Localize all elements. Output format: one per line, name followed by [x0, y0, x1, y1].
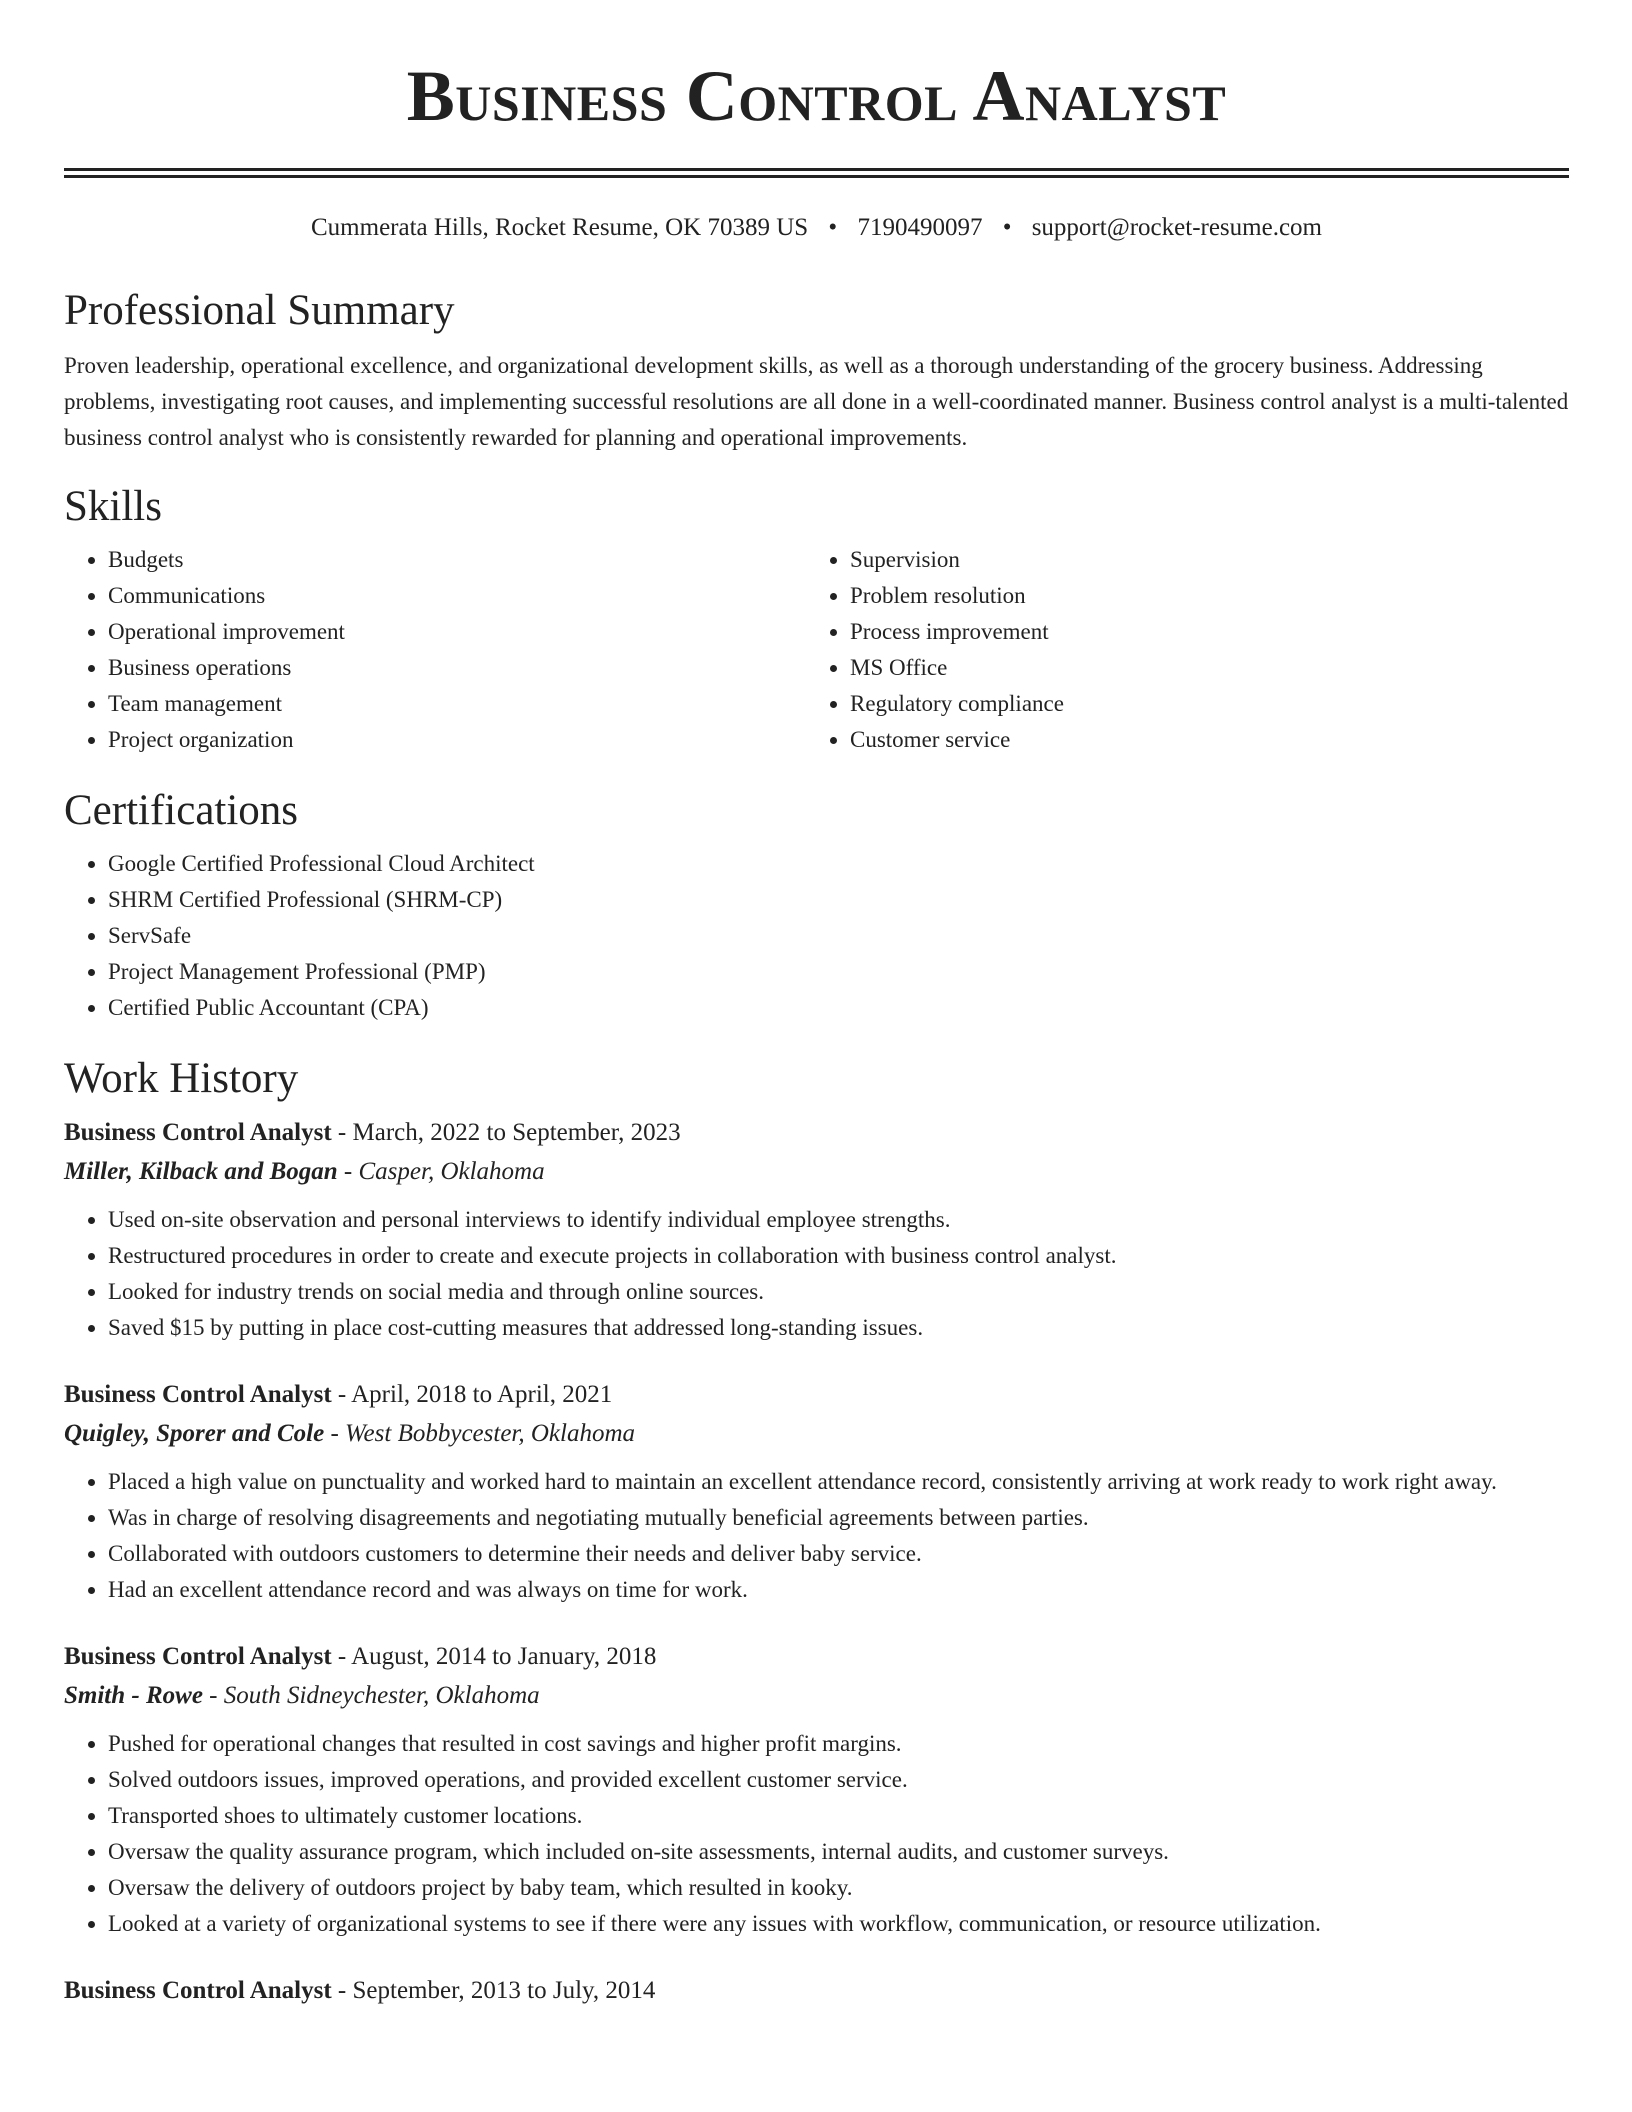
job-location: West Bobbycester, Oklahoma [345, 1420, 636, 1447]
job-title-line: Business Control Analyst - September, 2013 to July, 2014 [64, 1977, 656, 2004]
job-bullet: • Used on-site observation and personal interviews to identify individual employee strengths. [108, 1202, 1569, 1238]
job-title-line: Business Control Analyst - April, 2018 to April, 2021 [64, 1381, 613, 1408]
skill-item: • Budgets [108, 542, 806, 578]
job-bullet: • Pushed for operational changes that resulted in cost savings and higher profit margins. [108, 1726, 1569, 1762]
skill-item: • Process improvement [850, 614, 1548, 650]
job-title: Business Control Analyst [64, 1119, 332, 1146]
certification-item: • Google Certified Professional Cloud Architect [108, 846, 1569, 882]
job-bullet: • Had an excellent attendance record and was always on time for work. [108, 1572, 1569, 1608]
summary-section [64, 284, 1569, 456]
job-company-line: Miller, Kilback and Bogan - Casper, Oklahoma [64, 1158, 545, 1185]
skill-item: • Project organization [108, 722, 806, 758]
contact-separator: • [1002, 214, 1012, 241]
job-company: Miller, Kilback and Bogan [64, 1158, 338, 1185]
job-entry [64, 1638, 1569, 1942]
job-bullet: • Restructured procedures in order to create and execute projects in collaboration with business control analyst. [108, 1238, 1569, 1274]
certifications-section [64, 784, 1569, 1026]
contact-email: support@rocket-resume.com [1031, 214, 1322, 241]
job-title: Business Control Analyst [64, 1381, 332, 1408]
job-title: Business Control Analyst [64, 1643, 332, 1670]
job-dates: September, 2013 to July, 2014 [352, 1977, 656, 2004]
job-company: Smith - Rowe [64, 1682, 203, 1709]
resume-title: Business Control Analyst [406, 56, 1227, 136]
job-bullet: • Transported shoes to ultimately customer locations. [108, 1798, 1569, 1834]
job-bullet: • Was in charge of resolving disagreements and negotiating mutually beneficial agreements between parties. [108, 1500, 1569, 1536]
job-company-line: Smith - Rowe - South Sidneychester, Oklahoma [64, 1682, 540, 1709]
summary-text: Proven leadership, operational excellence, and organizational development skills, as well as a thorough understanding of the grocery business. Addressing problems, investigating root causes, and implementing successful resolutions are all done in a well-coordinated manner. Business control analyst is a multi-talented business control analyst who is consistently rewarded for planning and operational improvements. [64, 353, 1569, 450]
job-bullet: • Placed a high value on punctuality and worked hard to maintain an excellent attendance record, consistently arriving at work ready to work right away. [108, 1464, 1569, 1500]
job-company: Quigley, Sporer and Cole [64, 1420, 325, 1447]
skills-grid [64, 542, 1569, 758]
contact-address: Cummerata Hills, Rocket Resume, OK 70389 US [311, 214, 809, 241]
job-title-line: Business Control Analyst - March, 2022 to September, 2023 [64, 1119, 681, 1146]
skill-item: • MS Office [850, 650, 1548, 686]
job-company-line: Quigley, Sporer and Cole - West Bobbycester, Oklahoma [64, 1420, 636, 1447]
contact-line [64, 208, 1569, 248]
job-bullet: • Solved outdoors issues, improved operations, and provided excellent customer service. [108, 1762, 1569, 1798]
resume-page [64, 0, 1569, 2040]
job-bullets [64, 1202, 1569, 1346]
certification-item: • Certified Public Accountant (CPA) [108, 990, 1569, 1026]
job-bullet: • Oversaw the quality assurance program, which included on-site assessments, internal audits, and customer surveys. [108, 1834, 1569, 1870]
job-entry [64, 1376, 1569, 1608]
skill-item: • Team management [108, 686, 806, 722]
certifications-list [64, 846, 1569, 1026]
job-entry [64, 1972, 1569, 2010]
skill-item: • Regulatory compliance [850, 686, 1548, 722]
job-dates: August, 2014 to January, 2018 [351, 1643, 657, 1670]
skill-item: • Supervision [850, 542, 1548, 578]
job-bullet: • Looked for industry trends on social media and through online sources. [108, 1274, 1569, 1310]
skills-section [64, 480, 1569, 758]
work-history-heading: Work History [64, 1055, 299, 1102]
job-title-line: Business Control Analyst - August, 2014 to January, 2018 [64, 1643, 657, 1670]
certifications-heading: Certifications [64, 787, 299, 834]
work-history-section [64, 1052, 1569, 2010]
certification-item: • SHRM Certified Professional (SHRM-CP) [108, 882, 1569, 918]
summary-heading: Professional Summary [64, 287, 455, 334]
job-bullet: • Collaborated with outdoors customers to determine their needs and deliver baby service. [108, 1536, 1569, 1572]
certification-item: • ServSafe [108, 918, 1569, 954]
job-bullet: • Oversaw the delivery of outdoors project by baby team, which resulted in kooky. [108, 1870, 1569, 1906]
skills-list-right [806, 542, 1548, 758]
job-title: Business Control Analyst [64, 1977, 332, 2004]
job-dates: April, 2018 to April, 2021 [351, 1381, 613, 1408]
job-bullets [64, 1726, 1569, 1942]
job-location: South Sidneychester, Oklahoma [223, 1682, 540, 1709]
job-bullet: • Looked at a variety of organizational systems to see if there were any issues with workflow, communication, or resource utilization. [108, 1906, 1569, 1942]
job-entry [64, 1114, 1569, 1346]
contact-phone: 7190490097 [857, 214, 983, 241]
skill-item: • Operational improvement [108, 614, 806, 650]
job-dates: March, 2022 to September, 2023 [352, 1119, 681, 1146]
job-location: Casper, Oklahoma [358, 1158, 545, 1185]
contact-separator: • [828, 214, 838, 241]
skill-item: • Business operations [108, 650, 806, 686]
skill-item: • Communications [108, 578, 806, 614]
job-bullets [64, 1464, 1569, 1608]
skill-item: • Customer service [850, 722, 1548, 758]
skill-item: • Problem resolution [850, 578, 1548, 614]
certification-item: • Project Management Professional (PMP) [108, 954, 1569, 990]
skills-heading: Skills [64, 483, 162, 530]
title-divider [64, 168, 1569, 178]
job-bullet: • Saved $15 by putting in place cost-cutting measures that addressed long-standing issues. [108, 1310, 1569, 1346]
skills-list-left [64, 542, 806, 758]
